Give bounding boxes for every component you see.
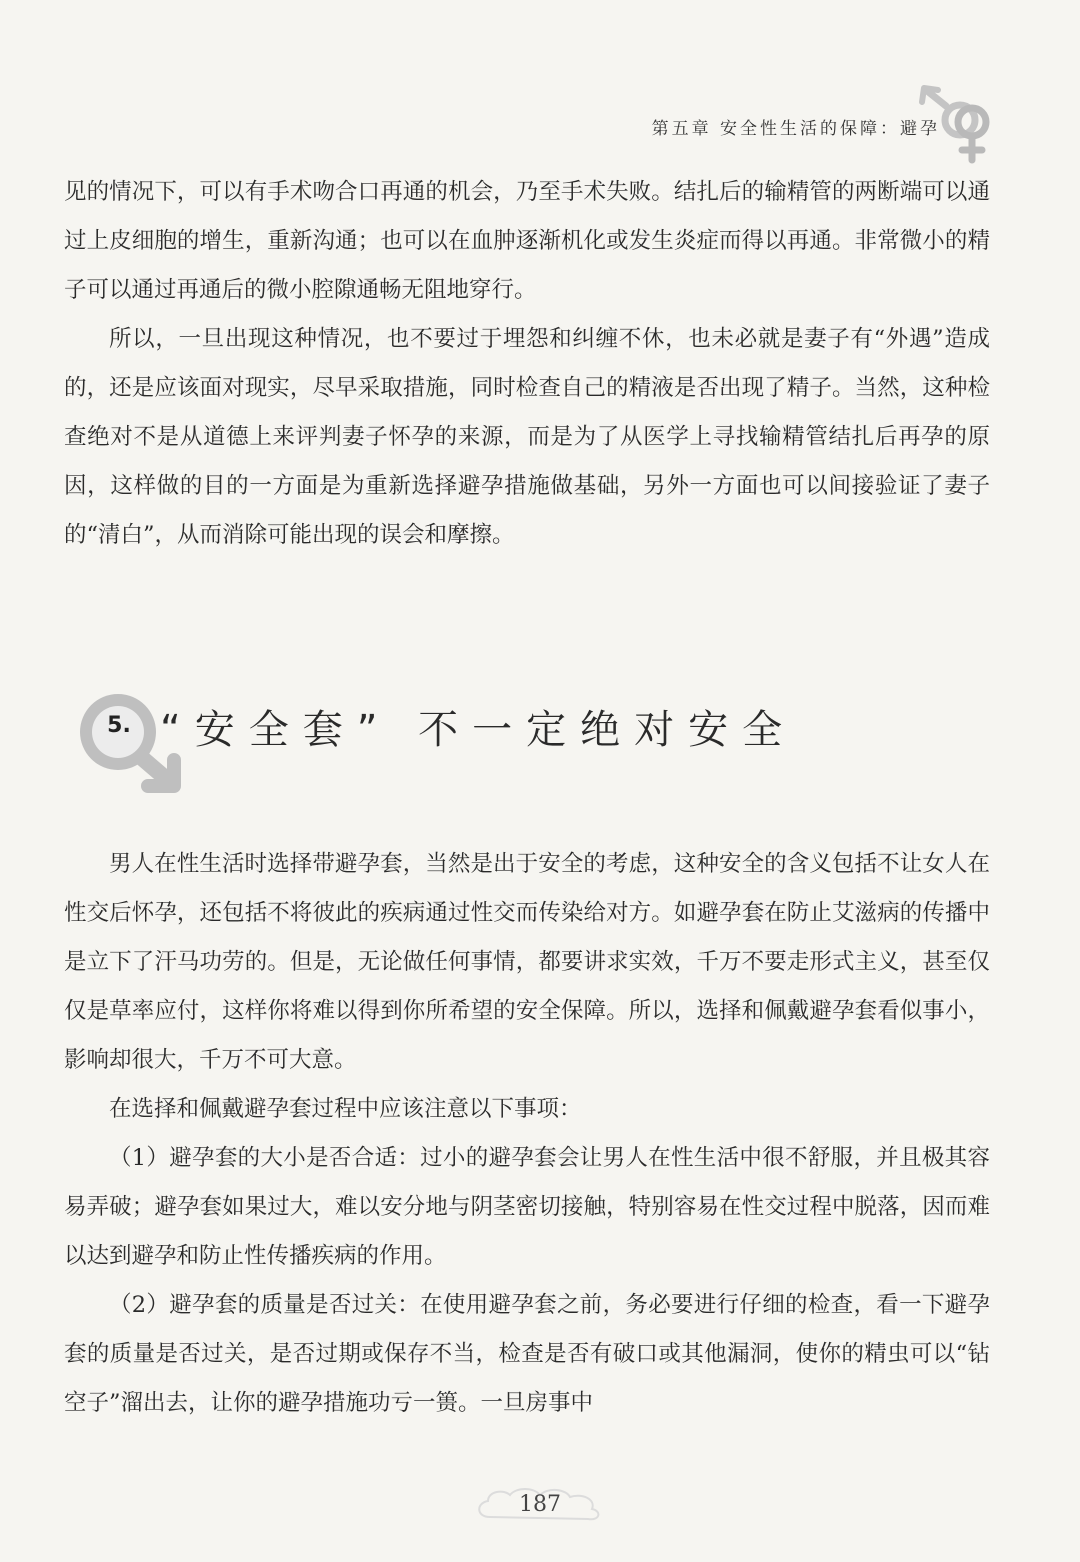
page-number	[470, 1485, 610, 1525]
section-heading	[62, 684, 797, 794]
paragraph: 所以，一旦出现这种情况，也不要过于埋怨和纠缠不休，也未必就是妻子有“外遇”造成的，还是应该面对现实，尽早采取措施，同时检查自己的精液是否出现了精子。当然，这种检查绝对不是从道德上来评判妻子怀孕的来源，而是为了从医学上寻找输精管结扎后再孕的原因，这样做的目的一方面是为重新选择避孕措施做基础，另外一方面也可以间接验证了妻子的“清白”，从而消除可能出现的误会和摩擦。	[64, 326, 990, 548]
paragraph: （1）避孕套的大小是否合适：过小的避孕套会让男人在性生活中很不舒服，并且极其容易弄破；避孕套如果过大，难以安分地与阴茎密切接触，特别容易在性交过程中脱落，因而难以达到避孕和防止性传播疾病的作用。	[64, 1145, 990, 1269]
paragraph: 男人在性生活时选择带避孕套，当然是出于安全的考虑，这种安全的含义包括不让女人在性交后怀孕，还包括不将彼此的疾病通过性交而传染给对方。如避孕套在防止艾滋病的传播中是立下了汗马功劳的。但是，无论做任何事情，都要讲求实效，千万不要走形式主义，甚至仅仅是草率应付，这样你将难以得到你所希望的安全保障。所以，选择和佩戴避孕套看似事小，影响却很大，千万不可大意。	[64, 851, 990, 1073]
paragraph: 见的情况下，可以有手术吻合口再通的机会，乃至手术失败。结扎后的输精管的两断端可以通过上皮细胞的增生，重新沟通；也可以在血肿逐渐机化或发生炎症而得以再通。非常微小的精子可以通过再通后的微小腔隙通畅无阻地穿行。	[64, 179, 990, 303]
section-number: 5.	[107, 713, 131, 738]
text-block-continued	[64, 168, 990, 560]
paragraph: （2）避孕套的质量是否过关：在使用避孕套之前，务必要进行仔细的检查，看一下避孕套的质量是否过关，是否过期或保存不当，检查是否有破口或其他漏洞，使你的精虫可以“钻空子”溜出去，让你的避孕措施功亏一篑。一旦房事中	[64, 1292, 990, 1416]
page-number-text: 187	[519, 1492, 561, 1517]
paragraph: 在选择和佩戴避孕套过程中应该注意以下事项：	[109, 1096, 582, 1122]
text-block-section-5	[64, 840, 990, 1428]
gender-symbol-icon	[918, 84, 992, 164]
section-title: “安全套” 不一定绝对安全	[160, 707, 797, 753]
running-header: 第五章 安全性生活的保障：避孕	[651, 119, 940, 139]
